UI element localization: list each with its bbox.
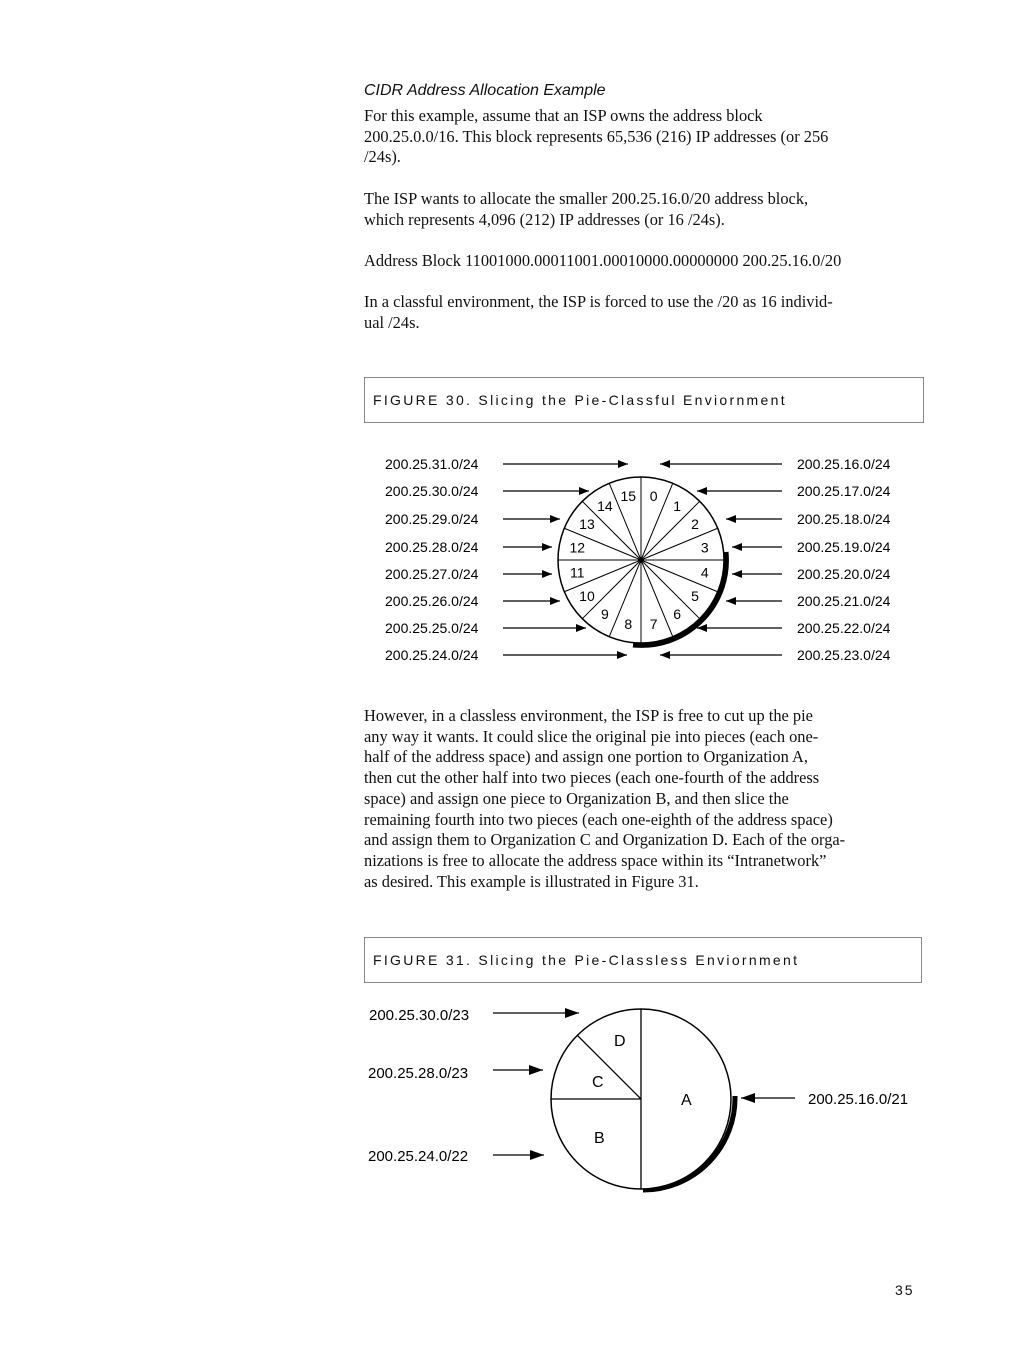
range-label-left: 200.25.30.0/24 bbox=[385, 483, 479, 499]
slice-number: 1 bbox=[673, 497, 682, 514]
slice-number: 9 bbox=[600, 606, 609, 623]
slice-number: 12 bbox=[569, 539, 586, 556]
paragraph-binary-block: Address Block 11001000.00011001.00010000.00000000 200.25.16.0/20 bbox=[364, 251, 842, 270]
slice-number: 15 bbox=[620, 488, 637, 505]
slice-number: 14 bbox=[597, 497, 613, 514]
range-label-b: 200.25.24.0/22 bbox=[368, 1148, 469, 1165]
range-label-right: 200.25.20.0/24 bbox=[797, 566, 891, 582]
range-label-right: 200.25.19.0/24 bbox=[797, 539, 891, 555]
range-label-c: 200.25.28.0/23 bbox=[368, 1065, 469, 1082]
paragraph-classless: However, in a classless environment, the ISP is free to cut up the pie any way it wants. It could slice the original pie into pieces (each one- half of the address space) and assign one portion to Organization A, then cut the other half into two pieces (each one-fourth of the address space) and assign one piece to Organization B, and then slice the remaining fourth into two pieces (each one-eighth of the address space) and assign them to Organization C and Organization D. Each of the orga- nizations is free to allocate the address space within its “Intranetwork” as desired. This example is illustrated in Figure 31. bbox=[364, 706, 846, 891]
range-label-left: 200.25.24.0/24 bbox=[385, 647, 479, 663]
range-label-left: 200.25.27.0/24 bbox=[385, 566, 479, 582]
slice-label-c: C bbox=[592, 1074, 604, 1091]
figure-30-classful-pie bbox=[0, 440, 1024, 680]
figure-31-caption: FIGURE 31. Slicing the Pie-Classless Enviornment bbox=[364, 937, 922, 983]
slice-number: 4 bbox=[700, 564, 709, 581]
range-label-left: 200.25.28.0/24 bbox=[385, 539, 479, 555]
range-label-right: 200.25.18.0/24 bbox=[797, 511, 891, 527]
slice-label-d: D bbox=[614, 1033, 626, 1050]
slice-number: 13 bbox=[579, 515, 595, 532]
slice-number: 6 bbox=[673, 606, 682, 623]
range-label-left: 200.25.31.0/24 bbox=[385, 456, 479, 472]
slice-label-a: A bbox=[681, 1092, 692, 1109]
slice-number: 10 bbox=[579, 588, 595, 605]
paragraph-address-block: For this example, assume that an ISP owns the address block 200.25.0.0/16. This block represents 65,536 (216) IP addresses (or 256 /24s). bbox=[364, 106, 829, 167]
range-label-left: 200.25.26.0/24 bbox=[385, 593, 479, 609]
page-number: 35 bbox=[895, 1282, 915, 1298]
paragraph-classful: In a classful environment, the ISP is forced to use the /20 as 16 individ- ual /24s. bbox=[364, 292, 833, 332]
range-label-a: 200.25.16.0/21 bbox=[808, 1091, 909, 1108]
range-label-left: 200.25.29.0/24 bbox=[385, 511, 479, 527]
range-label-d: 200.25.30.0/23 bbox=[369, 1007, 470, 1024]
slice-label-b: B bbox=[594, 1130, 605, 1147]
range-label-right: 200.25.22.0/24 bbox=[797, 620, 891, 636]
range-label-right: 200.25.23.0/24 bbox=[797, 647, 891, 663]
slice-number: 0 bbox=[649, 488, 658, 505]
range-label-right: 200.25.17.0/24 bbox=[797, 483, 891, 499]
slice-number: 5 bbox=[691, 588, 699, 605]
slice-number: 3 bbox=[700, 539, 709, 556]
slice-number: 7 bbox=[649, 615, 658, 632]
slice-number: 11 bbox=[569, 564, 585, 581]
slice-number: 2 bbox=[691, 515, 699, 532]
section-heading: CIDR Address Allocation Example bbox=[364, 82, 606, 99]
figure-30-caption: FIGURE 30. Slicing the Pie-Classful Enviornment bbox=[364, 377, 924, 423]
figure-31-classless-pie bbox=[0, 995, 1024, 1200]
range-label-right: 200.25.21.0/24 bbox=[797, 593, 891, 609]
slice-number: 8 bbox=[624, 615, 633, 632]
range-label-right: 200.25.16.0/24 bbox=[797, 456, 891, 472]
paragraph-smaller-block: The ISP wants to allocate the smaller 200.25.16.0/20 address block, which represents 4,096 (212) IP addresses (or 16 /24s). bbox=[364, 189, 809, 229]
range-label-left: 200.25.25.0/24 bbox=[385, 620, 479, 636]
